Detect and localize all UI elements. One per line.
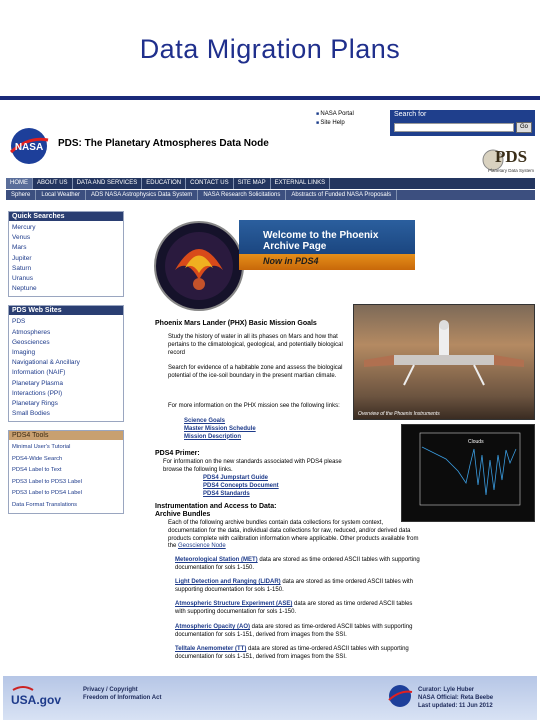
clouds-graph-plot (402, 425, 534, 521)
nav-about-us[interactable]: ABOUT US (33, 178, 73, 189)
link-standards[interactable]: PDS4 Standards (203, 490, 250, 497)
usa-gov-logo-icon[interactable] (9, 684, 71, 710)
title-rule (0, 96, 540, 100)
pds-web-sites-list (9, 315, 123, 421)
site-help-link[interactable]: ■ Site Help (316, 119, 354, 128)
nav-contact-us[interactable]: CONTACT US (186, 178, 233, 189)
footer-official: NASA Official: Reta Beebe (418, 695, 494, 701)
footer-privacy-link[interactable]: Privacy / Copyright (83, 687, 138, 693)
subnav-ads[interactable]: ADS NASA Astrophysics Data System (86, 190, 198, 200)
footer-updated: Last updated: 11 Jun 2012 (418, 703, 493, 709)
bundle-met (175, 557, 423, 573)
sidebar-item-ppi[interactable]: Planetary Plasma (12, 379, 63, 387)
sidebar-item-venus[interactable]: Venus (12, 234, 31, 242)
page-footer (3, 676, 537, 720)
sidebar-item-imaging[interactable]: Imaging (12, 349, 36, 357)
nasa-logo-icon[interactable] (6, 126, 52, 166)
primer-text: For information on the new standards associated with PDS4 please browse the following links. (163, 459, 342, 473)
subnav-abstracts[interactable]: Abstracts of Funded NASA Proposals (286, 190, 397, 200)
nav-education[interactable]: EDUCATION (142, 178, 186, 189)
tool-wide-search[interactable]: PDS4-Wide Search (12, 455, 63, 462)
link-master-schedule[interactable]: Master Mission Schedule (184, 425, 256, 432)
footer-credits (418, 686, 493, 710)
lander-illustration-icon (354, 305, 534, 405)
pds-web-sites-title: PDS Web Sites (9, 306, 123, 315)
instrumentation-text (168, 520, 423, 551)
bundle-lidar-text: data are stored as time ordered ASCII tables with supporting documentation for sols 1-150. (175, 579, 414, 593)
screenshot-page (3, 108, 537, 720)
sidebar-item-atmospheres[interactable]: Atmospheres (12, 328, 51, 336)
pds-logo-text: PDS (494, 147, 528, 166)
site-title: PDS: The Planetary Atmospheres Data Node (58, 138, 269, 149)
bundle-ase (175, 601, 423, 617)
bundle-lidar (175, 579, 423, 595)
slide-title: Data Migration Plans (139, 34, 401, 64)
search-label: Search for (394, 111, 427, 118)
sidebar-item-saturn[interactable]: Saturn (12, 264, 32, 272)
sidebar-item-naif[interactable]: Navigational & Ancillary (12, 359, 80, 367)
pds4-tools-box (8, 430, 124, 514)
geoscience-node-link[interactable]: Geoscience Node (178, 543, 226, 550)
sidebar-item-neptune[interactable]: Neptune (12, 285, 37, 293)
pds-logo-icon[interactable] (481, 138, 535, 178)
tool-tutorial[interactable]: Minimal User's Tutorial (12, 444, 71, 451)
search-box (390, 110, 535, 136)
phoenix-instruments-photo (353, 304, 535, 420)
subnav-local-weather[interactable]: Local Weather (36, 190, 86, 200)
search-go-button[interactable]: Go (516, 122, 532, 133)
sidebar-item-naif-2[interactable]: Information (NAIF) (12, 369, 66, 377)
banner-subtitle: Now in PDS4 (239, 254, 415, 270)
goals-links (184, 418, 354, 441)
instrumentation-title: Instrumentation and Access to Data: (155, 503, 277, 510)
link-mission-description[interactable]: Mission Description (184, 433, 242, 440)
sidebar-item-rings[interactable]: Planetary Rings (12, 400, 58, 408)
nav-data-and-services[interactable]: DATA AND SERVICES (73, 178, 143, 189)
bundle-tt-link[interactable]: Telltale Anemometer (TT) (175, 646, 247, 652)
banner-title: Welcome to the Phoenix Archive Page (239, 220, 415, 254)
quick-searches-title: Quick Searches (9, 212, 123, 221)
tool-pds3-to-pds4[interactable]: PDS3 Label to PDS4 Label (12, 490, 82, 497)
pds4-tools-title: PDS4 Tools (9, 431, 123, 440)
clouds-graph (401, 424, 535, 522)
search-input[interactable] (394, 123, 514, 132)
bundle-met-text: data are stored as time ordered ASCII tables with supporting documentation for sols 1-150. (175, 557, 420, 571)
nasa-portal-link[interactable]: ■ NASA Portal (316, 110, 354, 119)
link-concepts[interactable]: PDS4 Concepts Document (203, 482, 279, 489)
bundle-ao-link[interactable]: Atmospheric Opacity (AO) (175, 624, 251, 630)
sidebar-item-small-bodies[interactable]: Small Bodies (12, 410, 50, 418)
sidebar-item-jupiter[interactable]: Jupiter (12, 254, 32, 262)
svg-text:NASA: NASA (14, 142, 44, 153)
primer-title: PDS4 Primer: (155, 450, 200, 457)
tool-pds3-to-pds3[interactable]: PDS3 Label to PDS3 Label (12, 478, 82, 485)
usa-gov-text: USA.gov (11, 693, 62, 707)
nav-home[interactable]: HOME (6, 178, 33, 189)
instrumentation-body: Each of the following archive bundles contain data collections for system context, documentation for the data, individual data collections for raw, reduced, and/or derived data products complete with calibration information where applicable. Other products available from the (168, 520, 419, 550)
goals-more: For more information on the PHX mission see the following links: (168, 403, 340, 409)
photo-caption: Overview of the Phoenix Instruments (358, 411, 440, 417)
sub-navigation (6, 190, 535, 200)
bundle-ase-text: data are stored as time ordered ASCII tables with supporting documentation for sols 1-150. (175, 601, 413, 615)
sidebar-item-mars[interactable]: Mars (12, 244, 27, 252)
sidebar-item-ppi-2[interactable]: Interactions (PPI) (12, 389, 63, 397)
nav-external-links[interactable]: EXTERNAL LINKS (271, 178, 330, 189)
phoenix-mission-logo-icon (150, 218, 248, 314)
bundle-ao-text: data are stored as time-ordered ASCII tables with supporting documentation for sols 1-151, derived from images from the SSI. (175, 624, 413, 638)
sidebar-item-uranus[interactable]: Uranus (12, 275, 33, 283)
header-links (316, 110, 354, 128)
sidebar-item-mercury[interactable]: Mercury (12, 224, 36, 231)
bundle-tt (175, 646, 423, 662)
nav-site-map[interactable]: SITE MAP (234, 178, 271, 189)
graph-label: Clouds (468, 439, 484, 445)
tool-format-translations[interactable]: Data Format Translations (12, 501, 78, 508)
footer-links (83, 686, 161, 702)
subnav-sphere[interactable]: Sphere (6, 190, 36, 200)
quick-searches-list (9, 221, 123, 296)
footer-foia-link[interactable]: Freedom of Information Act (83, 695, 162, 701)
bundle-ao (175, 624, 423, 640)
sidebar (8, 211, 124, 522)
link-jumpstart[interactable]: PDS4 Jumpstart Guide (203, 475, 269, 481)
bundle-met-link[interactable]: Meteorological Station (MET) (175, 557, 258, 563)
footer-curator: Curator: Lyle Huber (418, 687, 475, 693)
goals-title: Phoenix Mars Lander (PHX) Basic Mission Goals (155, 320, 317, 327)
primer-links (203, 475, 363, 498)
pds-logo-sub: Planetary Data System (487, 168, 535, 173)
goal-2: Search for evidence of a habitable zone and assess the biological potential of the ice-soil boundary in the present martian climate. (168, 365, 343, 379)
top-navigation (6, 178, 535, 189)
sidebar-item-pds[interactable]: PDS (12, 318, 26, 326)
link-science-goals[interactable]: Science Goals (184, 418, 226, 424)
sidebar-item-geosciences[interactable]: Geosciences (12, 338, 50, 346)
bundle-tt-text: data are stored as time-ordered ASCII tables with supporting documentation for sols 1-151, derived from images from the SSI. (175, 646, 409, 660)
pds4-tools-list (9, 440, 123, 513)
goal-1: Study the history of water in all its phases on Mars and how that pertains to the climatological, geological, and potentially biological record (168, 334, 343, 356)
pds-web-sites-box (8, 305, 124, 422)
quick-searches-box (8, 211, 124, 297)
bundle-lidar-link[interactable]: Light Detection and Ranging (LIDAR) (175, 579, 281, 585)
bundle-ase-link[interactable]: Atmospheric Structure Experiment (ASE) (175, 601, 293, 607)
welcome-banner (239, 220, 415, 280)
archive-bundles-title: Archive Bundles (155, 511, 211, 518)
tool-label-to-text[interactable]: PDS4 Label to Text (12, 467, 62, 474)
footer-nasa-logo-icon[interactable] (386, 684, 414, 708)
subnav-research-solicitations[interactable]: NASA Research Solicitations (198, 190, 286, 200)
